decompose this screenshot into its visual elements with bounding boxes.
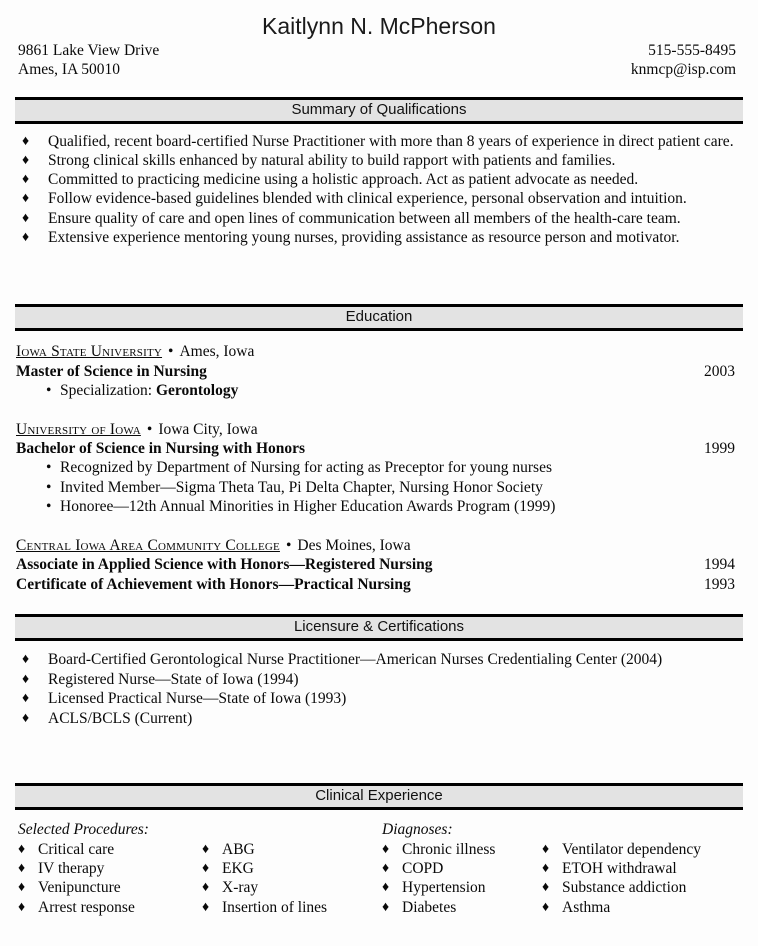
- clinical-item: [18, 859, 202, 878]
- education-detail-item: [46, 381, 735, 401]
- section-title: Education: [345, 308, 413, 326]
- diamond-bullet-icon: ♦: [382, 899, 390, 915]
- diamond-bullet-icon: ♦: [22, 210, 30, 226]
- licensure-bullet-item: [16, 650, 738, 670]
- education-entry: [16, 342, 735, 400]
- clinical-item-text: Chronic illness: [402, 840, 496, 858]
- clinical-item: [382, 859, 542, 878]
- summary-bullet-list: [16, 132, 738, 248]
- diamond-bullet-icon: ♦: [202, 880, 210, 896]
- summary-bullet-item: [16, 151, 738, 170]
- diamond-bullet-icon: ♦: [22, 172, 30, 188]
- clinical-item-text: Diabetes: [402, 898, 457, 916]
- clinical-item-text: IV therapy: [38, 860, 105, 878]
- clinical-item-text: X-ray: [222, 879, 259, 897]
- diamond-bullet-icon: ♦: [382, 861, 390, 877]
- section-header-summary: [15, 97, 743, 124]
- institution-line: [16, 420, 735, 439]
- institution-location: Iowa City, Iowa: [158, 420, 258, 438]
- diamond-bullet-icon: ♦: [18, 899, 26, 915]
- dot-bullet-icon: •: [46, 382, 52, 400]
- clinical-item: [382, 840, 542, 859]
- degree-name: Associate in Applied Science with Honors—Registered Nursing: [16, 556, 433, 574]
- clinical-item: [202, 840, 382, 859]
- diamond-bullet-icon: ♦: [22, 230, 30, 246]
- education-detail-text: [60, 381, 238, 401]
- diamond-bullet-icon: ♦: [202, 899, 210, 915]
- summary-bullet-item: [16, 170, 738, 189]
- clinical-item-text: Substance addiction: [562, 879, 687, 897]
- contact-right-block: [631, 41, 736, 80]
- section-header-clinical: [15, 783, 743, 810]
- clinical-item-text: Arrest response: [38, 898, 135, 916]
- detail-text-plain: Invited Member—Sigma Theta Tau, Pi Delta Chapter, Nursing Honor Society: [60, 478, 543, 496]
- clinical-item-text: Venipuncture: [38, 879, 121, 897]
- address-block: [18, 41, 159, 80]
- institution-line: [16, 536, 735, 555]
- clinical-item-text: Critical care: [38, 840, 115, 858]
- email-address: knmcp@isp.com: [630, 61, 736, 79]
- degree-row: [16, 362, 735, 382]
- detail-text-plain: Honoree—12th Annual Minorities in Higher Education Awards Program (1999): [60, 498, 556, 516]
- education-detail-item: [46, 478, 735, 498]
- bullet-text: Ensure quality of care and open lines of communication between all members of the health-care team.: [48, 209, 681, 227]
- institution-location: Des Moines, Iowa: [297, 536, 411, 554]
- summary-bullet-item: [16, 209, 738, 228]
- degree-name: Certificate of Achievement with Honors—Practical Nursing: [16, 575, 411, 593]
- education-entry: [16, 536, 735, 594]
- summary-bullet-item: [16, 132, 738, 151]
- diamond-bullet-icon: ♦: [382, 841, 390, 857]
- diamond-bullet-icon: ♦: [542, 861, 550, 877]
- phone-number: 515-555-8495: [648, 42, 736, 59]
- bullet-text: Strong clinical skills enhanced by natural ability to build rapport with patients and families.: [48, 151, 616, 169]
- bullet-text: Extensive experience mentoring young nurses, providing assistance as resource person and motivator.: [48, 229, 680, 247]
- institution-name: University of Iowa: [16, 420, 141, 438]
- licensure-bullet-list: [16, 650, 738, 728]
- institution-name: Central Iowa Area Community College: [16, 536, 280, 554]
- education-detail-text: [60, 458, 552, 478]
- contact-block: [18, 41, 736, 80]
- bullet-text: ACLS/BCLS (Current): [48, 709, 193, 727]
- address-line-2: Ames, IA 50010: [18, 61, 121, 79]
- diamond-bullet-icon: ♦: [542, 880, 550, 896]
- summary-bullet-item: [16, 189, 738, 208]
- diamond-bullet-icon: ♦: [22, 191, 30, 207]
- summary-bullet-item: [16, 228, 738, 247]
- education-detail-item: [46, 497, 735, 517]
- clinical-item: [202, 878, 382, 897]
- diamond-bullet-icon: ♦: [22, 133, 30, 149]
- clinical-item: [202, 898, 382, 917]
- bullet-text: Qualified, recent board-certified Nurse Practitioner with more than 8 years of experience in direct patient care.: [48, 132, 734, 150]
- clinical-item: [542, 840, 748, 859]
- clinical-column: [382, 840, 542, 917]
- clinical-item-text: Ventilator dependency: [562, 840, 702, 858]
- education-detail-text: [60, 478, 543, 498]
- clinical-item-text: ABG: [222, 840, 255, 858]
- degree-row: [16, 575, 735, 595]
- diamond-bullet-icon: ♦: [22, 691, 30, 707]
- clinical-columns: [18, 840, 748, 917]
- dot-bullet-icon: •: [46, 459, 52, 477]
- diamond-bullet-icon: ♦: [18, 880, 26, 896]
- clinical-item-text: COPD: [402, 860, 444, 878]
- clinical-column: [18, 840, 202, 917]
- clinical-item: [542, 878, 748, 897]
- address-line-1: 9861 Lake View Drive: [18, 42, 160, 59]
- diamond-bullet-icon: ♦: [22, 152, 30, 168]
- degree-name: Bachelor of Science in Nursing with Honors: [16, 439, 306, 457]
- diamond-bullet-icon: ♦: [542, 899, 550, 915]
- clinical-column: [202, 840, 382, 917]
- bullet-text: Follow evidence-based guidelines blended with clinical experience, personal observation and intuition.: [48, 190, 687, 208]
- degree-year: 1993: [704, 575, 735, 593]
- section-title: Summary of Qualifications: [291, 100, 467, 118]
- candidate-name: Kaitlynn N. McPherson: [262, 13, 496, 39]
- diamond-bullet-icon: ♦: [22, 652, 30, 668]
- detail-text-plain: Specialization:: [60, 382, 156, 400]
- diamond-bullet-icon: ♦: [202, 861, 210, 877]
- degree-name: Master of Science in Nursing: [16, 362, 207, 380]
- degree-year: 2003: [704, 362, 735, 380]
- diagnoses-label: Diagnoses:: [382, 821, 453, 839]
- clinical-item: [542, 859, 748, 878]
- clinical-item-text: Asthma: [562, 898, 611, 916]
- degree-year: 1994: [704, 556, 735, 574]
- licensure-bullet-item: [16, 709, 738, 729]
- clinical-experience-section: [18, 820, 748, 917]
- bullet-text: Registered Nurse—State of Iowa (1994): [48, 670, 299, 688]
- clinical-item-text: EKG: [222, 860, 254, 878]
- diamond-bullet-icon: ♦: [22, 671, 30, 687]
- diamond-bullet-icon: ♦: [18, 841, 26, 857]
- education-section: [16, 342, 735, 594]
- section-header-licensure: [15, 614, 743, 641]
- dot-bullet-icon: •: [46, 478, 52, 496]
- clinical-item-text: Hypertension: [402, 879, 486, 897]
- degree-row: [16, 439, 735, 459]
- education-detail-text: [60, 497, 555, 517]
- bullet-text: Licensed Practical Nurse—State of Iowa (1993): [48, 690, 347, 708]
- detail-text-bold: Gerontology: [155, 382, 239, 400]
- section-title: Clinical Experience: [315, 787, 443, 805]
- clinical-labels-row: [18, 820, 748, 840]
- education-entry: [16, 420, 735, 517]
- clinical-item: [18, 898, 202, 917]
- degree-year: 1999: [704, 439, 735, 457]
- institution-name: Iowa State University: [16, 343, 163, 361]
- institution-line: [16, 342, 735, 361]
- licensure-bullet-item: [16, 689, 738, 709]
- diamond-bullet-icon: ♦: [18, 861, 26, 877]
- clinical-item-text: ETOH withdrawal: [562, 860, 677, 878]
- diamond-bullet-icon: ♦: [22, 710, 30, 726]
- diamond-bullet-icon: ♦: [202, 841, 210, 857]
- procedures-label: Selected Procedures:: [18, 821, 149, 839]
- section-title: Licensure & Certifications: [293, 618, 465, 636]
- bullet-text: Board-Certified Gerontological Nurse Practitioner—American Nurses Credentialing Center (2004): [48, 651, 663, 669]
- education-detail-item: [46, 458, 735, 478]
- clinical-column: [542, 840, 748, 917]
- bullet-separator-icon: •: [285, 536, 292, 554]
- bullet-separator-icon: •: [168, 343, 174, 361]
- dot-bullet-icon: •: [46, 498, 52, 516]
- degree-row: [16, 555, 735, 575]
- diamond-bullet-icon: ♦: [382, 880, 390, 896]
- bullet-text: Committed to practicing medicine using a holistic approach. Act as patient advocate as needed.: [48, 171, 639, 189]
- clinical-item-text: Insertion of lines: [222, 898, 328, 916]
- licensure-bullet-item: [16, 670, 738, 690]
- diamond-bullet-icon: ♦: [542, 841, 550, 857]
- institution-location: Ames, Iowa: [179, 343, 255, 361]
- clinical-item: [202, 859, 382, 878]
- section-header-education: [15, 304, 743, 331]
- clinical-item: [18, 840, 202, 859]
- clinical-item: [382, 898, 542, 917]
- bullet-separator-icon: •: [146, 420, 153, 438]
- clinical-item: [18, 878, 202, 897]
- clinical-item: [542, 898, 748, 917]
- detail-text-plain: Recognized by Department of Nursing for acting as Preceptor for young nurses: [60, 459, 552, 477]
- clinical-item: [382, 878, 542, 897]
